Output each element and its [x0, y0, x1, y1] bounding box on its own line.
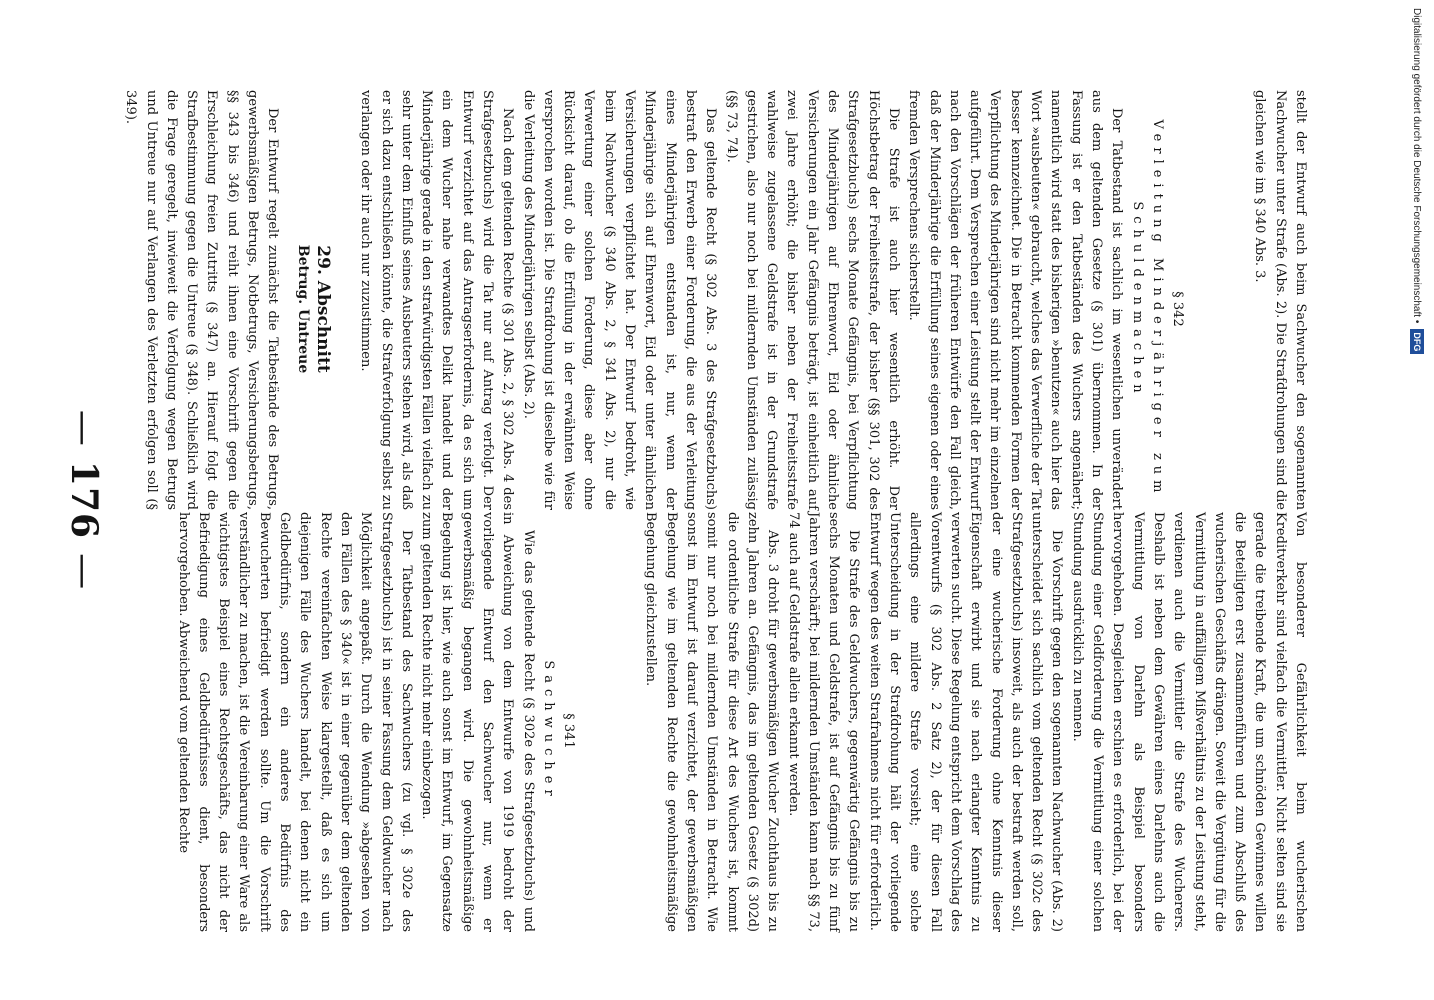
paragraph: Von besonderer Gefährlichkeit beim wucherischen Kreditverkehr sind vielfach die Vermittler. Nicht selten sind sie gerade die treibende Kraft, die um schnöden Gewinnes willen die Beteiligten erst zusammenführen und zum Abschluß des wucherischen Geschäfts drängen. Soweit die Vergütung für die Vermittlung in auffälligem Mißverhältnis zu der Leistung steht, verdienen auch die Vermittler die Strafe des Wucherers. Deshalb ist neben dem Gewähren eines Darlehns auch die Vermittlung von Darlehn als Beispiel besonders hervorgehoben. Desgleichen erschien es erforderlich, bei der Stundung einer Geldforderung die Vermittlung einer solchen Stundung ausdrücklich zu nennen.	[1069, 512, 1308, 932]
section-title-342: Verleitung Minderjähriger zum Schuldenmachen	[1129, 119, 1165, 499]
dfg-logo: DFG	[1410, 329, 1424, 354]
watermark-text: Digitalisierung gefördert durch die Deutsche Forschungsgemeinschaft •	[1411, 8, 1423, 324]
section-number-342: § 342	[1170, 291, 1186, 327]
paragraph: Abs. 3 droht für gewerbsmäßigen Wucher Zuchthaus bis zu zehn Jahren an. Gefängnis, das im geltenden Gesetz (§ 302d) die ordentliche Strafe für diese Art des Wuchers ist, kommt somit nur noch bei mildernden Umständen in Betracht. Wie sonst im Entwurf ist darauf verzichtet, der gewerbsmäßigen Begehung wie im geltenden Rechte die gewohnheitsmäßige Begehung gleichzustellen.	[643, 512, 781, 932]
paragraph: Das geltende Recht (§ 302 Abs. 3 des Strafgesetzbuchs) bestraft den Erwerb einer Forderung, die aus der Verleitung eines Minderjährigen entstanden ist, nur, wenn der Minderjährige sich auf Ehrenwort, Eid oder unter ähnlichen Versicherungen verpflichtet hat. Der Entwurf bedroht, wie beim Nachwucher (§ 340 Abs. 2, § 341 Abs. 2), nur die Verwertung einer solchen Forderung, diese aber ohne Rücksicht darauf, ob die Erfüllung in der erwähnten Weise versprochen worden ist. Die Strafdrohung ist dieselbe wie für die Verleitung des Minderjährigen selbst (Abs. 2).	[520, 90, 719, 510]
paragraph: Der Tatbestand des Sachwuchers (zu vgl. § 302e des Strafgesetzbuchs) ist in seiner Fassung dem Geldwucher nach Möglichkeit angepaßt. Durch die Wendung »abgesehen von den Fällen des § 340« ist in einer gegenüber dem geltenden Rechte vereinfachten Weise klargestellt, daß es sich um diejenigen Fälle des Wuchers handelt, bei denen nicht ein Geldbedürfnis, sondern ein anderes Bedürfnis des Bewucherten befriedigt werden sollte. Um die Vorschrift verständlicher zu machen, ist die Vereinbarung einer Ware als wichtigstes Beispiel eines Rechtsgeschäfts, das nicht der Befriedigung eines Geldbedürfnisses dient, besonders hervorgehoben. Abweichend vom geltenden Rechte	[175, 512, 414, 932]
chapter-heading: 29. Abschnitt	[312, 245, 333, 373]
paragraph: Nach dem geltenden Rechte (§ 301 Abs. 2, § 302 Abs. 4 des Strafgesetzbuchs) wird die Tat nur auf Antrag verfolgt. Der Entwurf verzichtet auf das Antragserfordernis, da es sich um ein dem Wucher nahe verwandtes Delikt handelt und der Minderjährige gerade in den strafwürdigsten Fällen vielfach zu sehr unter dem Einfluß seines Ausbeuters stehen wird, als daß er sich dazu entschließen könnte, die Strafverfolgung selbst zu verlangen oder ihr auch nur zuzustimmen.	[358, 90, 516, 510]
chapter-title: Betrug. Untreue	[294, 244, 311, 374]
paragraph: Wie das geltende Recht (§ 302e des Strafgesetzbuchs) und in Abweichung von dem Entwurfe von 1919 bedroht der vorliegende Entwurf den Sachwucher nur, wenn er gewerbsmäßig begangen wird. Die gewohnheitsmäßige Begehung ist hier, wie auch sonst im Entwurf, im Gegensatze zum geltenden Rechte nicht mehr einbezogen.	[419, 512, 536, 932]
dash-left: —	[63, 409, 105, 447]
page-number: 176	[63, 460, 105, 540]
page-number-header	[54, 0, 114, 1000]
text-column-right	[123, 90, 1310, 510]
digitization-watermark	[1406, 8, 1428, 992]
section-number-341: § 341	[561, 713, 577, 749]
paragraph: Die Vorschrift gegen den sogenannten Nachwucher (Abs. 2) unterscheidet sich sachlich vom geltenden Recht (§ 302c des Strafgesetzbuchs) insoweit, als auch der bestraft werden soll, der eine wucherische Forderung ohne Kenntnis dieser Eigenschaft erwirbt und sie nach erlangter Kenntnis zu verwerten sucht. Diese Regelung entspricht dem Vorschlag des Vorentwurfs (§ 302 Abs. 2 Satz 2), der für diesen Fall allerdings eine mildere Strafe vorsieht; eine solche Unterscheidung in der Strafdrohung hält der vorliegende Entwurf wegen des weiten Strafrahmens nicht für erforderlich.	[866, 512, 1065, 932]
section-title-341: Sachwucher	[540, 660, 556, 802]
dash-right: —	[63, 553, 105, 591]
paragraph: Die Strafe des Geldwuchers, gegenwärtig Gefängnis bis zu sechs Monaten und Geldstrafe, ist auf Gefängnis bis zu fünf Jahren verschärft; bei mildernden Umständen kann nach §§ 73, 74 auch auf Geldstrafe allein erkannt werden.	[785, 512, 862, 932]
paragraph: Die Strafe ist auch hier wesentlich erhöht. Der Höchstbetrag der Freiheitsstrafe, der bisher (§§ 301, 302 des Strafgesetzbuchs) sechs Monate Gefängnis, bei Verpflichtung des Minderjährigen auf Ehrenwort, Eid oder ähnliche Versicherungen ein Jahr Gefängnis beträgt, ist einheitlich auf zwei Jahre erhöht; die bisher neben der Freiheitsstrafe wahlweise zugelassene Geldstrafe ist in der Grundstrafe gestrichen, also nur noch bei mildernden Umständen zulässig (§§ 73, 74).	[723, 90, 901, 510]
paragraph: Der Entwurf regelt zunächst die Tatbestände des Betrugs, gewerbsmäßigen Betrugs, Notbetrugs, Versicherungsbetrugs, §§ 343 bis 346) und reiht ihnen eine Vorschrift gegen die Erschleichung freien Zutritts (§ 347) an. Hierauf folgt die Strafbestimmung gegen die Untreue (§ 348). Schließlich wird die Frage geregelt, inwieweit die Verfolgung wegen Betrugs und Untreue nur auf Verlangen des Verletzten erfolgen soll (§ 349).	[123, 90, 281, 510]
paragraph: stellt der Entwurf auch beim Sachwucher den sogenannten Nachwucher unter Strafe (Abs. 2). Die Strafdrohungen sind die gleichen wie im § 340 Abs. 3.	[1252, 90, 1308, 510]
text-column-left	[130, 512, 1310, 932]
paragraph: Der Tatbestand ist sachlich im wesentlichen unverändert aus dem geltenden Gesetze (§ 301) übernommen. In der Fassung ist er den Tatbeständen des Wuchers angenähert; namentlich wird statt des bisherigen »benutzen« auch hier das Wort »ausbeuten« gebraucht, welches das Verwerfliche der Tat besser kennzeichnet. Die in Betracht kommenden Formen der Verpflichtung des Minderjährigen sind nicht mehr im einzelnen aufgeführt. Dem Versprechen einer Leistung stellt der Entwurf nach den Vorschlägen der früheren Entwürfe den Fall gleich, daß der Minderjährige die Erfüllung seines eigenen oder eines fremden Versprechens sicherstellt.	[906, 90, 1125, 510]
